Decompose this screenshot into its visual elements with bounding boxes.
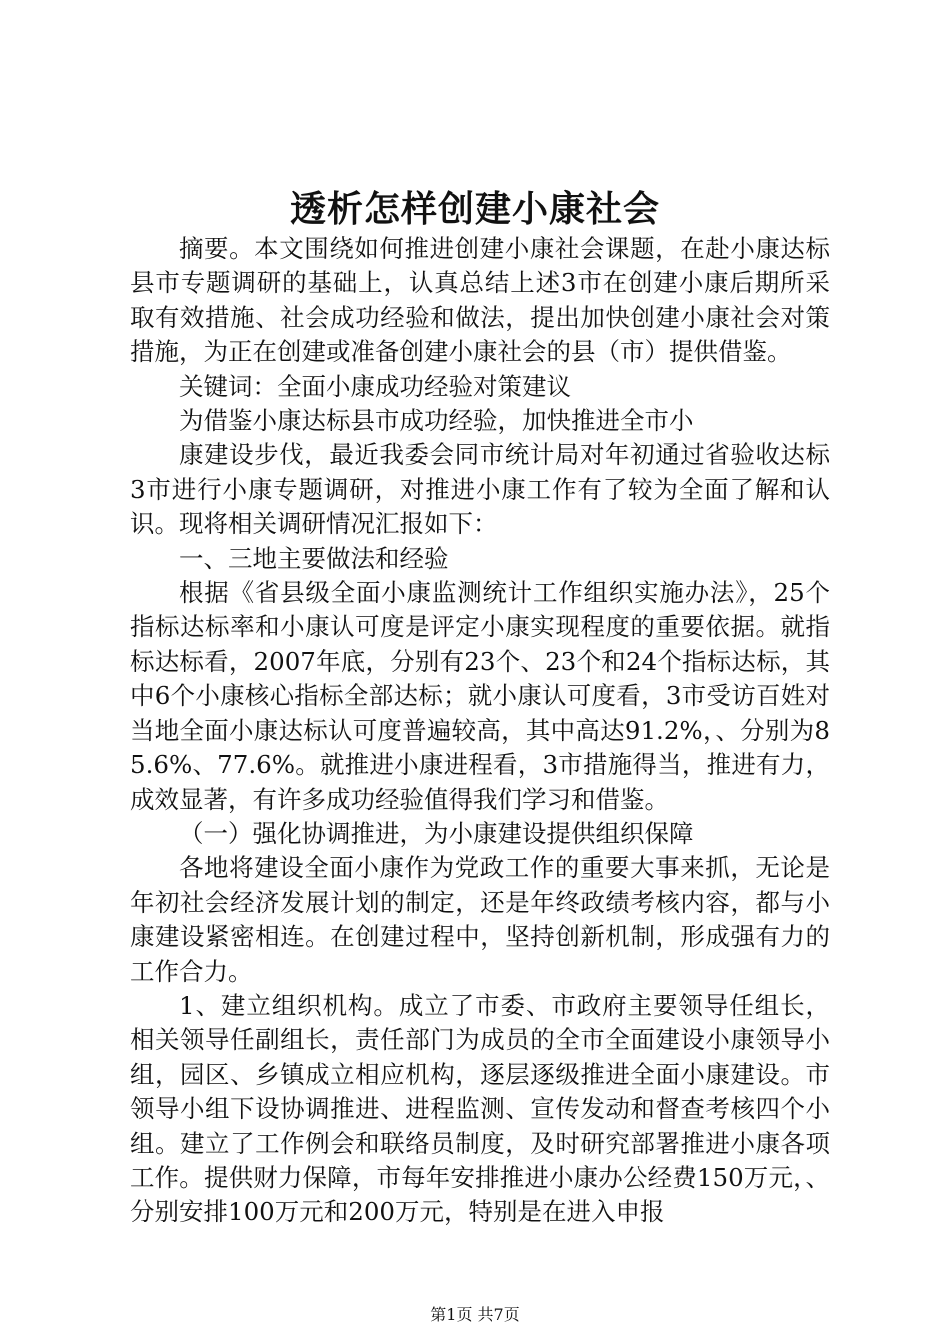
body-paragraph: 1、建立组织机构。成立了市委、市政府主要领导任组长，相关领导任副组长，责任部门为成员的全市全面建设小康领导小组，园区、乡镇成立相应机构，逐层逐级推进全面小康建设。市领导小组下设协调推进、进程监测、宣传发动和督查考核四个小组。建立了工作例会和联络员制度，及时研究部署推进小康各项工作。提供财力保障，市每年安排推进小康办公经费150万元，、分别安排100万元和200万元，特别是在进入申报 xyxy=(130,990,830,1227)
section-heading: 一、三地主要做法和经验 xyxy=(179,543,449,573)
body-paragraph: 根据《省县级全面小康监测统计工作组织实施办法》，25个指标达标率和小康认可度是评定小康实现程度的重要依据。就指标达标看，2007年底，分别有23个、23个和24个指标达标，其中6个小康核心指标全部达标；就小康认可度看，3市受访百姓对当地全面小康达标认可度普遍较高，其中高达91.2%，、分别为85.6%、77.6%。就推进小康进程看，3市措施得当，推进有力，成效显著，有许多成功经验值得我们学习和借鉴。 xyxy=(130,578,830,814)
document-title: 透析怎样创建小康社会 xyxy=(289,189,660,230)
body-paragraph: 为借鉴小康达标县市成功经验，加快推进全市小 xyxy=(179,406,694,436)
body-paragraph: 康建设步伐，最近我委会同市统计局对年初通过省验收达标3市进行小康专题调研，对推进小康工作有了较为全面了解和认识。现将相关调研情况汇报如下： xyxy=(130,440,830,539)
page-number-footer: 第1页 共7页 xyxy=(430,1305,520,1324)
body-paragraph: 各地将建设全面小康作为党政工作的重要大事来抓，无论是年初社会经济发展计划的制定，还是年终政绩考核内容，都与小康建设紧密相连。在创建过程中，坚持创新机制，形成强有力的工作合力。 xyxy=(130,853,830,986)
abstract-paragraph: 摘要。本文围绕如何推进创建小康社会课题，在赴小康达标县市专题调研的基础上，认真总结上述3市在创建小康后期所采取有效措施、社会成功经验和做法，提出加快创建小康社会对策措施，为正在创建或准备创建小康社会的县（市）提供借鉴。 xyxy=(130,234,830,367)
document-body xyxy=(130,232,830,1230)
keywords-paragraph: 关键词：全面小康成功经验对策建议 xyxy=(179,371,571,401)
subsection-heading: （一）强化协调推进，为小康建设提供组织保障 xyxy=(179,818,694,848)
